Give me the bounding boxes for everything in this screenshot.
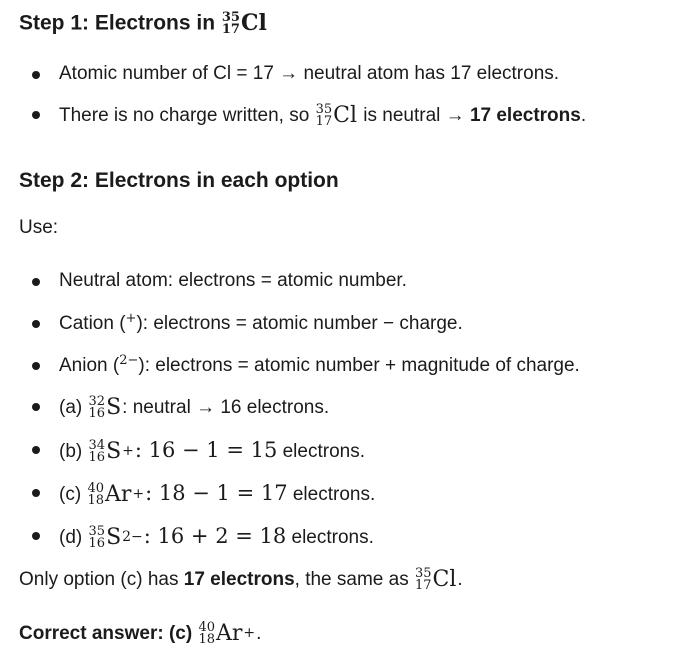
summary-bold: 17 electrons [183,568,295,590]
bullet-dot [32,111,40,119]
rule-anion-sup: 2− [119,353,139,368]
bullet-dot [32,532,40,540]
summary-line [19,566,463,594]
bullet-dot [32,320,40,328]
rule-anion-post: ): electrons = atomic number + magnitude of charge. [138,355,580,376]
nuclide-symbol: Cl [240,10,267,36]
correct-answer [19,620,261,648]
nuclide-symbol: Cl [333,103,357,128]
ion-charge: + [243,625,256,641]
option-tail: electrons. [277,441,365,462]
nuclide-mass: 40 [198,619,215,635]
option-label: (b) [59,441,83,462]
nuclide-mass: 35 [315,101,333,117]
nuclide-atomic: 16 [88,405,106,421]
list-item [32,353,580,378]
option-c [32,480,375,509]
step1-bullet2-end: . [580,104,587,126]
ion-charge: 2− [122,529,143,546]
step1-bullet1-text: Atomic number of Cl = 17 → neutral atom has 17 electrons. [59,63,560,84]
option-math: : 16 + 2 = 18 [143,524,287,548]
nuclide-symbol: Ar [104,482,132,508]
summary-end: . [457,568,463,590]
rule-cation-pre: Cation ( [59,313,126,334]
list-item [32,269,407,293]
sulfur-ion-nuclide [89,438,134,466]
nuclide-atomic: 17 [415,577,432,593]
sulfur-nuclide [89,394,122,422]
option-tail: electrons. [287,484,376,505]
sulfide-ion-nuclide [89,524,143,552]
use-label: Use: [19,217,59,238]
answer-end: . [256,622,262,644]
chlorine-nuclide [316,102,357,130]
nuclide-atomic: 17 [221,21,240,37]
nuclide-mass: 40 [87,480,104,496]
nuclide-mass: 35 [88,523,106,539]
option-tail: electrons. [286,527,374,548]
list-item [32,102,586,130]
bullet-dot [32,278,40,286]
nuclide-symbol: S [106,395,122,420]
list-item [32,62,559,86]
option-label: (a) [59,396,83,418]
chlorine-nuclide [415,566,456,594]
option-math: : 16 − 1 = 15 [134,438,278,462]
nuclide-atomic: 18 [198,631,215,647]
option-calc: : neutral → 16 electrons. [122,396,330,418]
nuclide-atomic: 16 [88,535,106,551]
bullet-dot [32,446,40,454]
nuclide-atomic: 17 [315,113,333,129]
step1-bullet2-bold: 17 electrons [469,104,581,126]
bullet-dot [32,403,40,411]
step1-bullet2-pre: There is no charge written, so [59,104,310,126]
rule-cation-sup: + [125,311,137,326]
nuclide-symbol: S [106,525,122,551]
nuclide-mass: 34 [88,437,106,453]
ion-charge: + [132,486,145,503]
option-b [32,437,365,466]
bullet-dot [32,489,40,497]
nuclide-mass: 32 [88,393,106,409]
nuclide-symbol: Ar [216,621,243,646]
answer-label: Correct answer: (c) [19,622,193,644]
step1-heading [19,10,268,38]
option-a [32,394,329,422]
argon-ion-nuclide [198,620,255,648]
bullet-dot [32,71,40,79]
summary-mid: , the same as [294,568,409,590]
step1-bullet2-mid: is neutral → [363,104,465,126]
nuclide-atomic: 16 [88,449,106,465]
rule-cation-post: ): electrons = atomic number − charge. [136,313,463,334]
ion-charge: + [122,443,134,460]
summary-pre: Only option (c) has [19,568,179,590]
argon-ion-nuclide [87,481,144,509]
nuclide-symbol: Cl [432,567,457,592]
step1-heading-text: Step 1: Electrons in [19,11,216,35]
nuclide-mass: 35 [415,565,432,581]
nuclide-symbol: S [106,439,122,465]
option-d [32,523,374,552]
list-item [32,311,463,336]
step2-heading: Step 2: Electrons in each option [19,169,339,192]
bullet-dot [32,362,40,370]
rule-anion-pre: Anion ( [59,355,120,376]
option-label: (d) [59,527,83,548]
option-label: (c) [59,484,82,505]
rule-neutral: Neutral atom: electrons = atomic number. [59,270,407,291]
chlorine-nuclide [222,10,267,38]
option-math: : 18 − 1 = 17 [145,481,288,505]
nuclide-atomic: 18 [87,492,104,508]
nuclide-mass: 35 [221,9,240,25]
